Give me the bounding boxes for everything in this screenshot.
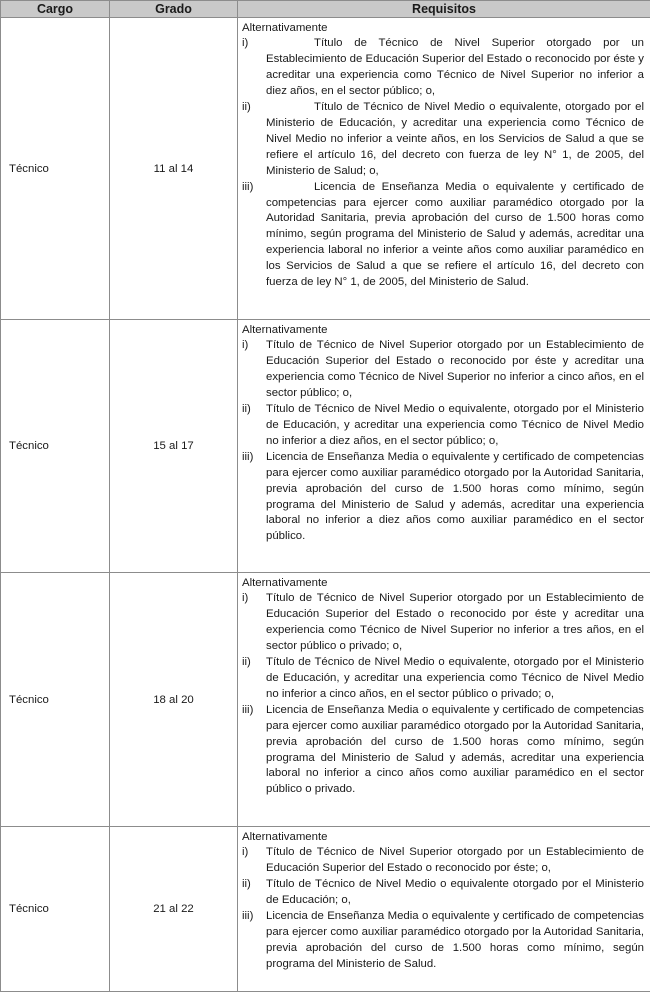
grado-cell: 15 al 17	[110, 320, 238, 573]
item-number: i)	[242, 845, 266, 877]
requisitos-lead: Alternativamente	[242, 20, 644, 36]
requisito-item	[242, 909, 644, 973]
table-row	[1, 573, 650, 827]
item-number: iii)	[242, 450, 266, 546]
cargo-cell: Técnico	[1, 827, 110, 992]
item-number: i)	[242, 338, 266, 402]
item-text: Título de Técnico de Nivel Medio o equivalente otorgado por el Ministerio de Educación; o,	[266, 877, 644, 909]
item-text: Licencia de Enseñanza Media o equivalente y certificado de competencias para ejercer como auxiliar paramédico otorgado por la Autoridad Sanitaria, previa aprobación del curso de 1.500 horas como mínimo, según programa del Ministerio de Salud.	[266, 909, 644, 973]
requisito-item	[242, 877, 644, 909]
header-grado: Grado	[110, 1, 238, 18]
item-number: iii)	[242, 703, 266, 799]
header-cargo: Cargo	[1, 1, 110, 18]
requisito-item	[242, 180, 644, 292]
requisitos-lead: Alternativamente	[242, 575, 644, 591]
item-number: ii)	[242, 877, 266, 909]
requisitos-cell	[238, 573, 650, 827]
requisito-item	[242, 591, 644, 655]
requisitos-cell	[238, 827, 650, 992]
grado-cell: 18 al 20	[110, 573, 238, 827]
item-text: Título de Técnico de Nivel Medio o equivalente, otorgado por el Ministerio de Educación, y acreditar una experiencia como Técnico de Nivel Medio no inferior a veinte años, en los Servicios de Salud a que se refiere el artículo 16, del decreto con fuerza de ley N° 1, de 2005, del Ministerio de Salud; o,	[266, 100, 644, 180]
requisitos-lead: Alternativamente	[242, 829, 644, 845]
item-number: iii)	[242, 180, 266, 292]
cargo-cell: Técnico	[1, 18, 110, 320]
requisito-item	[242, 450, 644, 546]
header-row	[1, 1, 650, 18]
item-text: Licencia de Enseñanza Media o equivalente y certificado de competencias para ejercer como auxiliar paramédico otorgado por la Autoridad Sanitaria, previa aprobación del curso de 1.500 horas como mínimo, según programa del Ministerio de Salud y además, acreditar una experiencia laboral no inferior a veinte años como auxiliar paramédico en los Servicios de Salud a que se refiere el artículo 16, del decreto con fuerza de ley N° 1, de 2005, del Ministerio de Salud.	[266, 180, 644, 292]
grado-cell: 21 al 22	[110, 827, 238, 992]
requisito-item	[242, 402, 644, 450]
item-text: Título de Técnico de Nivel Superior otorgado por un Establecimiento de Educación Superior del Estado o reconocido por éste y acreditar una experiencia como Técnico de Nivel Superior no inferior a cinco años, en el sector público; o,	[266, 338, 644, 402]
requisitos-cell	[238, 320, 650, 573]
requisito-item	[242, 655, 644, 703]
item-text: Licencia de Enseñanza Media o equivalente y certificado de competencias para ejercer como auxiliar paramédico otorgado por la Autoridad Sanitaria, previa aprobación del curso de 1.500 horas como mínimo, según programa del Ministerio de Salud y además, acreditar una experiencia laboral no inferior a diez años como auxiliar paramédico en el sector público.	[266, 450, 644, 546]
item-number: ii)	[242, 100, 266, 180]
requisitos-lead: Alternativamente	[242, 322, 644, 338]
item-text: Título de Técnico de Nivel Superior otorgado por un Establecimiento de Educación Superior del Estado o reconocido por éste y acreditar una experiencia como Técnico de Nivel Superior no inferior a diez años, en el sector público; o,	[266, 36, 644, 100]
item-text: Título de Técnico de Nivel Medio o equivalente, otorgado por el Ministerio de Educación, y acreditar una experiencia como Técnico de Nivel Medio no inferior a diez años, en el sector público; o,	[266, 402, 644, 450]
cargo-cell: Técnico	[1, 320, 110, 573]
item-number: ii)	[242, 402, 266, 450]
item-number: iii)	[242, 909, 266, 973]
item-text: Licencia de Enseñanza Media o equivalente y certificado de competencias para ejercer como auxiliar paramédico otorgado por la Autoridad Sanitaria, previa aprobación del curso de 1.500 horas como mínimo, según programa del Ministerio de Salud y además, acreditar una experiencia laboral no inferior a cinco años como auxiliar paramédico en el sector público o privado.	[266, 703, 644, 799]
requisito-item	[242, 845, 644, 877]
item-number: i)	[242, 36, 266, 100]
requisito-item	[242, 36, 644, 100]
item-text: Título de Técnico de Nivel Medio o equivalente, otorgado por el Ministerio de Educación, y acreditar una experiencia como Técnico de Nivel Medio no inferior a cinco años, en el sector público o privado; o,	[266, 655, 644, 703]
header-requisitos: Requisitos	[238, 1, 650, 18]
table-row	[1, 827, 650, 992]
item-number: i)	[242, 591, 266, 655]
cargo-cell: Técnico	[1, 573, 110, 827]
requisito-item	[242, 338, 644, 402]
table-row	[1, 18, 650, 320]
item-text: Título de Técnico de Nivel Superior otorgado por un Establecimiento de Educación Superior del Estado o reconocido por éste y acreditar una experiencia como Técnico de Nivel Superior no inferior a tres años, en el sector público o privado; o,	[266, 591, 644, 655]
table-row	[1, 320, 650, 573]
grado-cell: 11 al 14	[110, 18, 238, 320]
requisito-item	[242, 703, 644, 799]
item-text: Título de Técnico de Nivel Superior otorgado por un Establecimiento de Educación Superior del Estado o reconocido por éste; o,	[266, 845, 644, 877]
requisitos-cell	[238, 18, 650, 320]
item-number: ii)	[242, 655, 266, 703]
requisito-item	[242, 100, 644, 180]
